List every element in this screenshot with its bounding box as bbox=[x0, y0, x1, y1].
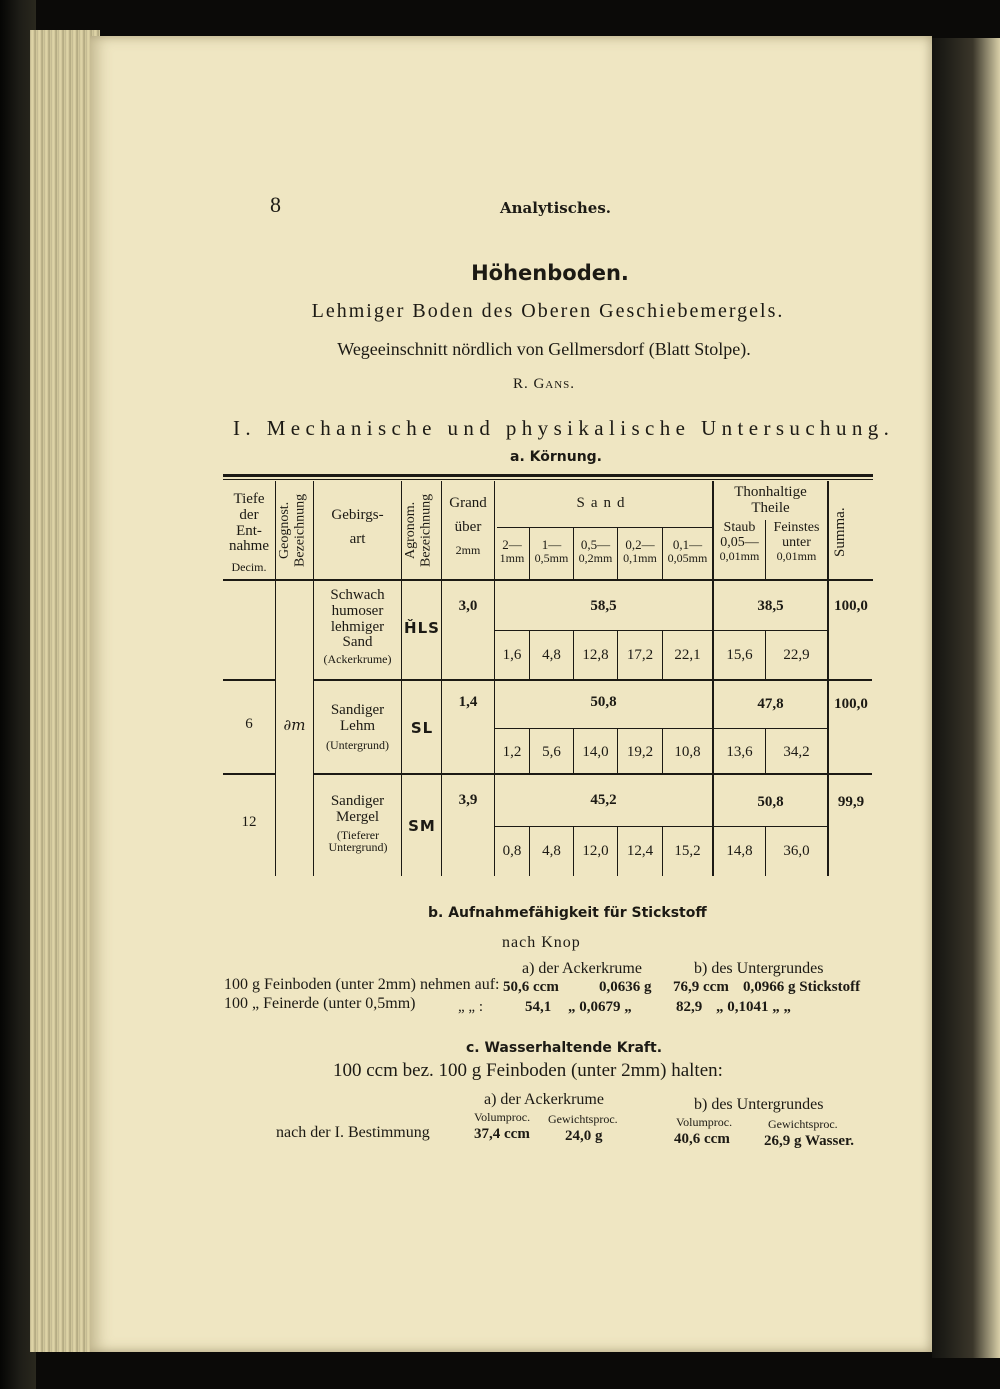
section-b-line2-ditto: „ „ : bbox=[458, 999, 483, 1015]
section-b-line2-a-ccm: 54,1 bbox=[525, 999, 552, 1015]
table-top-rule bbox=[223, 474, 873, 477]
page-number: 8 bbox=[270, 192, 281, 217]
row-rule bbox=[313, 679, 442, 681]
section-c-statement: 100 ccm bez. 100 g Feinboden (unter 2mm) halten: bbox=[333, 1060, 723, 1081]
row3-tiefe: 12 bbox=[241, 814, 257, 830]
row-rule bbox=[313, 773, 442, 775]
header-feinstes-line: 0,01mm bbox=[776, 549, 817, 564]
row3-sand-total: 45,2 bbox=[590, 792, 617, 808]
header-agronom: Agronom. Bezeichnung bbox=[403, 493, 434, 567]
location-line: Wegeeinschnitt nördlich von Gellmersdorf (Blatt Stolpe). bbox=[337, 339, 751, 359]
header-thon-line: Theile bbox=[751, 499, 790, 516]
header-sand-col bbox=[618, 538, 662, 564]
row1-summa: 100,0 bbox=[834, 598, 868, 614]
header-sand-col bbox=[495, 538, 529, 564]
row-rule bbox=[442, 773, 872, 775]
row3-sand-value: 15,2 bbox=[674, 843, 701, 859]
gebirgsart-line: Sandiger bbox=[330, 702, 385, 718]
row2-agronom: SL bbox=[410, 719, 434, 737]
col-rule bbox=[827, 481, 829, 876]
header-sand-col-line: 0,2mm bbox=[578, 550, 613, 565]
row-inner-rule bbox=[495, 826, 827, 827]
header-thon-line: Thonhaltige bbox=[734, 484, 807, 500]
section-c-b-vol-label: Volumproc. bbox=[676, 1115, 733, 1129]
table-top-rule-thin bbox=[223, 479, 873, 480]
row3-staub: 14,8 bbox=[726, 843, 753, 859]
facing-page bbox=[932, 38, 1000, 1358]
row2-sand-value: 14,0 bbox=[582, 744, 609, 760]
header-sand-col-line: 0,5— bbox=[580, 537, 611, 552]
section-c-col-b: b) des Untergrundes bbox=[694, 1096, 824, 1113]
row-rule bbox=[223, 679, 275, 681]
row-rule bbox=[442, 679, 872, 681]
header-grand-line: über bbox=[454, 518, 482, 535]
gebirgsart-line: Sand bbox=[342, 634, 373, 651]
subsection-a-heading: a. Körnung. bbox=[510, 449, 603, 465]
section-b-line2-label: 100 „ Feinerde (unter 0,5mm) bbox=[224, 995, 416, 1012]
header-tiefe-line: Tiefe bbox=[233, 491, 265, 507]
header-sand-col-line: 1mm bbox=[499, 550, 525, 565]
row1-sand-value: 22,1 bbox=[674, 647, 701, 663]
header-sand: Sand bbox=[576, 495, 631, 511]
gebirgsart-line: Lehm bbox=[340, 717, 375, 734]
header-sand-col-line: 0,05mm bbox=[667, 550, 708, 565]
row1-sand-value: 4,8 bbox=[542, 647, 561, 663]
row2-sand-value: 1,2 bbox=[502, 744, 522, 760]
row1-sand-value: 1,6 bbox=[502, 647, 522, 663]
gebirgsart-line: humoser bbox=[331, 602, 384, 619]
row1-gebirgsart bbox=[314, 588, 401, 666]
row2-staub: 13,6 bbox=[726, 744, 753, 760]
header-tiefe-line: Ent- bbox=[236, 522, 262, 539]
row3-gebirgsart bbox=[314, 794, 401, 854]
gebirgsart-line: Sandiger bbox=[330, 793, 385, 809]
gebirgsart-line: Schwach bbox=[330, 587, 385, 603]
row1-sand-total: 58,5 bbox=[590, 598, 617, 614]
section-b-heading: b. Aufnahmefähigkeit für Stickstoff bbox=[428, 905, 707, 921]
section-b-col-b: b) des Untergrundes bbox=[694, 960, 824, 977]
header-gebirgsart-line: Gebirgs- bbox=[331, 507, 384, 523]
row-inner-rule bbox=[495, 728, 827, 729]
section-c-row-label: nach der I. Bestimmung bbox=[276, 1124, 430, 1141]
header-sand-col-line: 0,5mm bbox=[534, 550, 569, 565]
row1-staub: 15,6 bbox=[726, 647, 753, 663]
header-feinstes-line: unter bbox=[782, 534, 811, 550]
header-grand-line: Grand bbox=[449, 495, 487, 511]
running-head: Analytisches. bbox=[500, 199, 611, 217]
header-tiefe-unit: Decim. bbox=[231, 560, 267, 574]
section-c-b-gew-label: Gewichtsproc. bbox=[768, 1117, 838, 1131]
header-sand-col bbox=[663, 538, 712, 564]
section-c-b-vol: 40,6 ccm bbox=[674, 1131, 730, 1147]
row1-feinstes: 22,9 bbox=[783, 647, 810, 663]
row2-sand-value: 19,2 bbox=[626, 744, 654, 760]
section-b-method: nach Knop bbox=[502, 934, 581, 951]
geognost-symbol: ∂m bbox=[283, 716, 306, 734]
row2-sand-value: 5,6 bbox=[542, 744, 561, 760]
page-title: Höhenboden. bbox=[471, 261, 629, 285]
section-c-heading: c. Wasserhaltende Kraft. bbox=[466, 1040, 663, 1056]
section-c-col-a: a) der Ackerkrume bbox=[484, 1091, 604, 1108]
section-c-a-gew-label: Gewichtsproc. bbox=[548, 1112, 618, 1126]
header-tiefe bbox=[223, 492, 275, 574]
section-b-line2-b-g: „ 0,1041 „ „ bbox=[716, 999, 791, 1015]
header-sand-col-line: 0,2— bbox=[625, 537, 655, 552]
gebirgsart-note: (Ackerkrume) bbox=[323, 652, 392, 666]
section-b-line1-label: 100 g Feinboden (unter 2mm) nehmen auf: bbox=[224, 976, 500, 993]
gebirgsart-note: (Untergrund) bbox=[325, 737, 390, 752]
section-b-line1-a-g: 0,0636 g bbox=[599, 979, 652, 995]
gebirgsart-line: lehmiger bbox=[330, 618, 385, 635]
header-sand-col-line: 0,1mm bbox=[623, 550, 657, 565]
section-c-b-gew: 26,9 g Wasser. bbox=[764, 1133, 855, 1149]
row-inner-rule bbox=[495, 630, 827, 631]
row1-thon-total: 38,5 bbox=[757, 598, 784, 614]
row1-grand: 3,0 bbox=[458, 598, 478, 614]
section-c-a-gew: 24,0 g bbox=[565, 1128, 603, 1144]
header-sand-col-line: 2— bbox=[502, 537, 522, 552]
row2-sand-total: 50,8 bbox=[590, 694, 617, 710]
row3-sand-value: 4,8 bbox=[542, 843, 561, 859]
header-sand-col bbox=[530, 538, 573, 564]
row3-feinstes: 36,0 bbox=[783, 843, 810, 859]
header-tiefe-line: nahme bbox=[229, 538, 269, 555]
header-gebirgsart bbox=[314, 508, 401, 548]
row2-thon-total: 47,8 bbox=[757, 696, 784, 712]
row3-agronom: SM bbox=[408, 817, 436, 835]
section-heading-1: I. Mechanische und physikalische Untersuchung. bbox=[233, 416, 895, 440]
header-tiefe-line: der bbox=[239, 506, 259, 523]
header-grand-line: 2mm bbox=[455, 542, 481, 557]
row3-sand-value: 12,4 bbox=[626, 843, 654, 859]
header-gebirgsart-line: art bbox=[349, 530, 366, 547]
section-b-line1-b-g: 0,0966 g Stickstoff bbox=[743, 979, 861, 995]
row3-summa: 99,9 bbox=[837, 794, 865, 810]
gebirgsart-note: (Tieferer Untergrund) bbox=[328, 827, 388, 855]
header-staub bbox=[714, 521, 765, 563]
section-b-line1-a-ccm: 50,6 ccm bbox=[503, 979, 559, 995]
header-sand-col-line: 1— bbox=[541, 537, 562, 552]
section-c-a-vol-label: Volumproc. bbox=[474, 1110, 531, 1124]
row3-thon-total: 50,8 bbox=[757, 794, 784, 810]
header-staub-line: 0,05— bbox=[720, 534, 759, 550]
section-b-line1-b-ccm: 76,9 ccm bbox=[673, 979, 729, 995]
header-sand-col-line: 0,1— bbox=[672, 537, 703, 552]
section-b-line2-a-g: „ 0,0679 „ bbox=[568, 999, 632, 1015]
row-rule bbox=[223, 773, 275, 775]
section-c-a-vol: 37,4 ccm bbox=[474, 1126, 530, 1142]
row1-sand-value: 12,8 bbox=[582, 647, 609, 663]
row2-gebirgsart bbox=[314, 703, 401, 751]
section-b-line2-b-ccm: 82,9 bbox=[676, 999, 703, 1015]
header-geognost: Geognost. Bezeichnung bbox=[277, 493, 308, 567]
row3-grand: 3,9 bbox=[458, 792, 478, 808]
row1-sand-value: 17,2 bbox=[626, 647, 654, 663]
row1-agronom: ȞLS bbox=[404, 619, 440, 637]
header-feinstes bbox=[766, 521, 827, 563]
row3-sand-value: 0,8 bbox=[502, 843, 522, 859]
section-b-col-a: a) der Ackerkrume bbox=[522, 960, 642, 977]
row2-grand: 1,4 bbox=[458, 694, 478, 710]
header-grand bbox=[442, 496, 494, 556]
author-line: R. Gans. bbox=[512, 376, 576, 392]
header-staub-line: 0,01mm bbox=[719, 549, 760, 564]
header-staub-line: Staub bbox=[723, 520, 756, 535]
subtitle: Lehmiger Boden des Oberen Geschiebemergels. bbox=[311, 300, 785, 322]
header-feinstes-line: Feinstes bbox=[773, 520, 820, 535]
row3-sand-value: 12,0 bbox=[582, 843, 609, 859]
row2-feinstes: 34,2 bbox=[783, 744, 810, 760]
row2-sand-value: 10,8 bbox=[674, 744, 701, 760]
header-sand-col bbox=[574, 538, 617, 564]
header-summa: Summa. bbox=[832, 507, 848, 557]
header-bottom-rule bbox=[223, 579, 873, 581]
header-thon bbox=[714, 485, 827, 517]
row2-summa: 100,0 bbox=[834, 696, 868, 712]
row2-tiefe: 6 bbox=[245, 716, 253, 732]
gebirgsart-line: Mergel bbox=[335, 808, 380, 825]
